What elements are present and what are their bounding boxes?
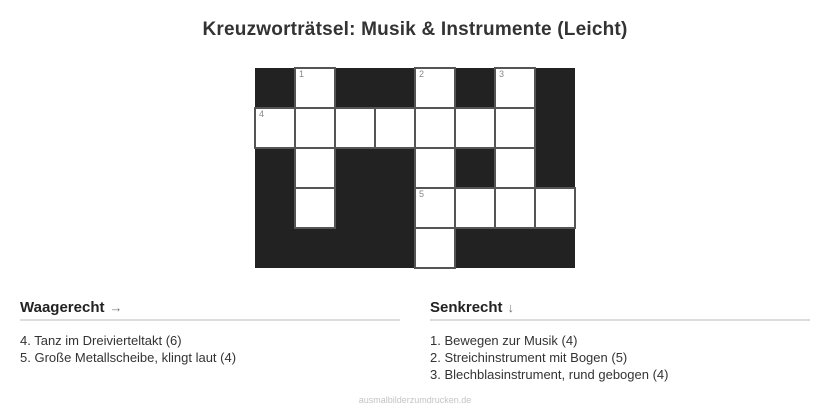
clues-down-heading: [430, 299, 810, 321]
crossword-cell: [415, 188, 455, 228]
crossword-cell: [295, 68, 335, 108]
footer-watermark: ausmalbilderzumdrucken.de: [358, 395, 472, 405]
crossword-cell: [375, 108, 415, 148]
crossword-cell-black: [255, 148, 295, 188]
clues-down-list: [430, 332, 810, 383]
crossword-cell-black: [375, 188, 415, 228]
crossword-cell-black: [535, 148, 575, 188]
page-title: Kreuzworträtsel: Musik & Instrumente (Leicht): [202, 19, 628, 40]
crossword-cell: [415, 108, 455, 148]
cell-number: 5: [419, 189, 425, 199]
crossword-cell: [455, 188, 495, 228]
crossword-cell-black: [455, 68, 495, 108]
crossword-cell-black: [495, 228, 535, 268]
crossword-cell-black: [535, 108, 575, 148]
crossword-cell-black: [255, 188, 295, 228]
crossword-cell: [455, 108, 495, 148]
crossword-cell: [415, 228, 455, 268]
crossword-cell: [295, 108, 335, 148]
crossword-cell-black: [255, 228, 295, 268]
crossword-cell-black: [455, 228, 495, 268]
crossword-cell: [495, 68, 535, 108]
crossword-cell-black: [535, 228, 575, 268]
clue-item: 4. Tanz im Dreivierteltakt (6): [20, 333, 182, 348]
crossword-cell-black: [335, 148, 375, 188]
crossword-cell-black: [335, 228, 375, 268]
crossword-cell: [335, 108, 375, 148]
crossword-cell: [255, 108, 295, 148]
crossword-cell: [415, 148, 455, 188]
cell-number: 3: [499, 69, 505, 79]
clues-down-section: [430, 299, 810, 383]
crossword-cell: [535, 188, 575, 228]
crossword-grid: [254, 67, 576, 269]
crossword-cell: [295, 148, 335, 188]
clues-across-heading-label: Waagerecht: [20, 299, 105, 316]
clue-item: 3. Blechblasinstrument, rund gebogen (4): [430, 367, 669, 382]
clues-down-heading-label: Senkrecht: [430, 299, 503, 316]
crossword-cell: [495, 188, 535, 228]
crossword-cell-black: [375, 148, 415, 188]
crossword-cell-black: [375, 68, 415, 108]
crossword-cell-black: [535, 68, 575, 108]
cell-number: 2: [419, 69, 425, 79]
crossword-cell: [495, 108, 535, 148]
crossword-cell: [415, 68, 455, 108]
right-arrow-icon: →: [109, 300, 123, 315]
clues-across-list: [20, 332, 400, 366]
cell-number: 1: [299, 69, 305, 79]
clues-across-section: [20, 299, 400, 383]
crossword-cell-black: [295, 228, 335, 268]
crossword-cell-black: [455, 148, 495, 188]
crossword-cell: [295, 188, 335, 228]
clue-item: 2. Streichinstrument mit Bogen (5): [430, 350, 628, 365]
clue-item: 5. Große Metallscheibe, klingt laut (4): [20, 350, 237, 365]
crossword-cell: [495, 148, 535, 188]
clue-item: 1. Bewegen zur Musik (4): [430, 333, 578, 348]
clues-across-heading: [20, 299, 400, 321]
clues-container: [0, 299, 830, 383]
cell-number: 4: [259, 109, 265, 119]
crossword-cell-black: [255, 68, 295, 108]
down-arrow-icon: ↓: [507, 300, 515, 315]
crossword-cell-black: [335, 68, 375, 108]
crossword-cell-black: [375, 228, 415, 268]
crossword-cell-black: [335, 188, 375, 228]
